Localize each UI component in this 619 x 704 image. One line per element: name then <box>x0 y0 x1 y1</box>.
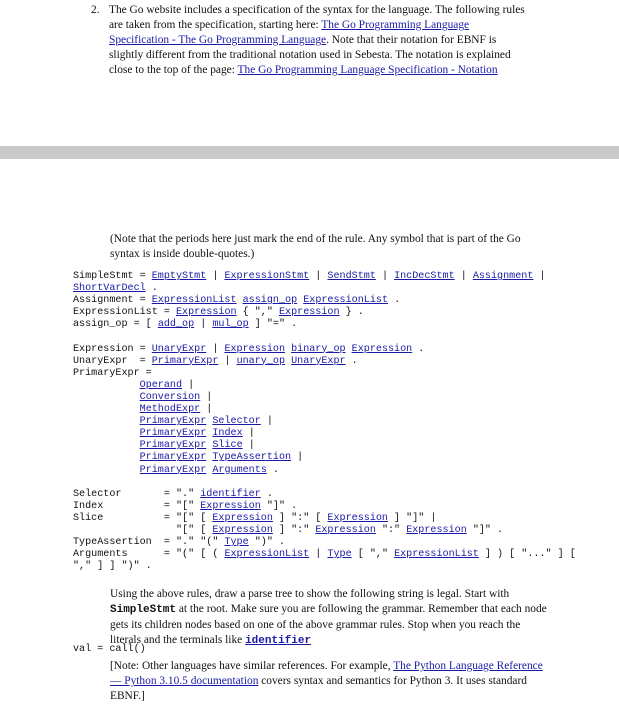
ref-expression[interactable]: Expression <box>315 524 376 536</box>
code-simplestmt: SimpleStmt <box>110 604 177 616</box>
rule-slice-alt: "[" [ Expression ] ":" Expression ":" Expression "]" . <box>73 524 504 536</box>
rule-arguments-cont: "," ] ] ")" . <box>73 561 152 573</box>
ref-type[interactable]: Type <box>327 549 352 561</box>
rule-simplestmt: SimpleStmt = EmptyStmt | ExpressionStmt | SendStmt | IncDecStmt | Assignment | <box>73 271 546 282</box>
ref-methodexpr[interactable]: MethodExpr <box>139 404 201 416</box>
rule-unaryexpr: UnaryExpr = PrimaryExpr | unary_op UnaryExpr . <box>73 355 358 367</box>
ref-expressionstmt[interactable]: ExpressionStmt <box>224 271 310 282</box>
rule-slice: Slice = "[" [ Expression ] ":" [ Expression ] "]" | <box>73 512 437 524</box>
ref-slice[interactable]: Slice <box>212 440 243 452</box>
ref-add-op[interactable]: add_op <box>157 319 195 331</box>
item-text-b: . Note that their notation for EBNF is slightly different from the traditional notation used in Sebesta. The notation is explained close to the top of the page: <box>109 34 511 76</box>
ref-expression[interactable]: Expression <box>212 512 273 524</box>
ref-binary-op[interactable]: binary_op <box>291 343 346 355</box>
rule-simplestmt-cont: ShortVarDecl . <box>73 283 158 295</box>
ref-arguments[interactable]: Arguments <box>212 464 267 476</box>
primaryexpr-alt: MethodExpr | <box>139 404 213 416</box>
primaryexpr-alt: PrimaryExpr Index | <box>139 428 255 440</box>
ref-expression[interactable]: Expression <box>175 307 237 319</box>
rule-selector: Selector = "." identifier . <box>73 488 273 500</box>
page-divider-band <box>0 146 619 159</box>
ref-expression[interactable]: Expression <box>406 524 467 536</box>
ref-conversion[interactable]: Conversion <box>139 391 201 403</box>
code-identifier: identifier <box>245 635 312 647</box>
code-sample: val = call() <box>73 644 146 655</box>
rule-index: Index = "[" Expression "]" . <box>73 500 298 512</box>
ref-expression[interactable]: Expression <box>212 524 273 536</box>
rule-arguments: Arguments = "(" [ ( ExpressionList | Type [ "," ExpressionList ] ) [ "..." ] [ <box>73 549 576 561</box>
question-item-2 <box>91 3 531 78</box>
ref-primaryexpr[interactable]: PrimaryExpr <box>139 452 207 464</box>
ref-expressionlist[interactable]: ExpressionList <box>224 549 310 561</box>
ref-unaryexpr[interactable]: UnaryExpr <box>151 343 207 355</box>
ref-selector[interactable]: Selector <box>212 416 261 428</box>
ref-shortvardecl[interactable]: ShortVarDecl <box>73 283 146 295</box>
rule-expressionlist: ExpressionList = Expression { "," Expression } . <box>73 307 364 319</box>
item-text-a: The Go website includes a specification of the syntax for the language. The following rules are taken from the specification, starting here: <box>109 4 525 31</box>
go-spec-link[interactable]: The Go Programming Language Specification - The Go Programming Language <box>109 19 470 46</box>
python-reference-link[interactable]: The Python Language Reference — Python 3.10.5 documentation <box>110 660 543 687</box>
primaryexpr-alt: PrimaryExpr Slice | <box>139 440 255 452</box>
ref-typeassertion[interactable]: TypeAssertion <box>212 452 292 464</box>
primaryexpr-alt: PrimaryExpr Selector | <box>139 416 273 428</box>
ref-unaryexpr[interactable]: UnaryExpr <box>291 355 346 367</box>
ref-expression[interactable]: Expression <box>327 512 388 524</box>
rule-primaryexpr: PrimaryExpr = <box>73 367 152 379</box>
primaryexpr-alt: Conversion | <box>139 391 213 403</box>
rule-expression: Expression = UnaryExpr | Expression binary_op Expression . <box>73 343 425 355</box>
rule-assign-op: assign_op = [ add_op | mul_op ] "=" . <box>73 319 298 331</box>
ref-primaryexpr[interactable]: PrimaryExpr <box>139 416 207 428</box>
instructions-paragraph: Using the above rules, draw a parse tree to show the following string is legal. Start with SimpleStmt at the root. Make sure you are following the grammar. Remember that each node gets its children nodes based on one of the above grammar rules. Stop when you reach the literals and the terminals like identifier <box>110 588 547 647</box>
ref-primaryexpr[interactable]: PrimaryExpr <box>139 440 207 452</box>
ref-operand[interactable]: Operand <box>139 379 183 391</box>
ref-expression[interactable]: Expression <box>278 307 340 319</box>
ref-expression[interactable]: Expression <box>224 343 286 355</box>
ref-assign-op[interactable]: assign_op <box>242 295 298 307</box>
periods-note: (Note that the periods here just mark the end of the rule. Any symbol that is part of the Go syntax is inside double-quotes.) <box>110 233 521 260</box>
ref-expressionlist[interactable]: ExpressionList <box>151 295 237 307</box>
ref-type[interactable]: Type <box>224 537 249 549</box>
primaryexpr-alt: PrimaryExpr TypeAssertion | <box>139 452 304 464</box>
go-notation-link[interactable]: The Go Programming Language Specification - Notation <box>237 64 498 76</box>
primaryexpr-alt: Operand | <box>139 379 195 391</box>
ref-unary-op[interactable]: unary_op <box>236 355 286 367</box>
item-text <box>109 3 531 78</box>
ref-expression[interactable]: Expression <box>200 500 261 512</box>
ref-expressionlist[interactable]: ExpressionList <box>303 295 389 307</box>
ref-identifier[interactable]: identifier <box>200 488 261 500</box>
primaryexpr-alt: PrimaryExpr Arguments . <box>139 464 279 476</box>
ref-primaryexpr[interactable]: PrimaryExpr <box>139 464 207 476</box>
ref-primaryexpr[interactable]: PrimaryExpr <box>151 355 219 367</box>
ref-expressionlist[interactable]: ExpressionList <box>394 549 479 561</box>
ref-expression[interactable]: Expression <box>351 343 413 355</box>
ref-assignment[interactable]: Assignment <box>472 271 534 282</box>
python-note: [Note: Other languages have similar references. For example, The Python Language Reference — Python 3.10.5 documentation covers syntax and semantics for Python 3. It uses standard EBNF.] <box>110 660 543 702</box>
item-number: 2. <box>91 4 100 16</box>
ref-sendstmt[interactable]: SendStmt <box>327 271 376 282</box>
ref-emptystmt[interactable]: EmptyStmt <box>151 271 207 282</box>
ref-incdecstmt[interactable]: IncDecStmt <box>394 271 455 282</box>
rule-assignment: Assignment = ExpressionList assign_op ExpressionList . <box>73 295 401 307</box>
ref-primaryexpr[interactable]: PrimaryExpr <box>139 428 207 440</box>
ref-index[interactable]: Index <box>212 428 243 440</box>
grammar-block <box>73 271 576 573</box>
ref-mul-op[interactable]: mul_op <box>212 319 249 331</box>
rule-typeassertion: TypeAssertion = "." "(" Type ")" . <box>73 537 286 549</box>
